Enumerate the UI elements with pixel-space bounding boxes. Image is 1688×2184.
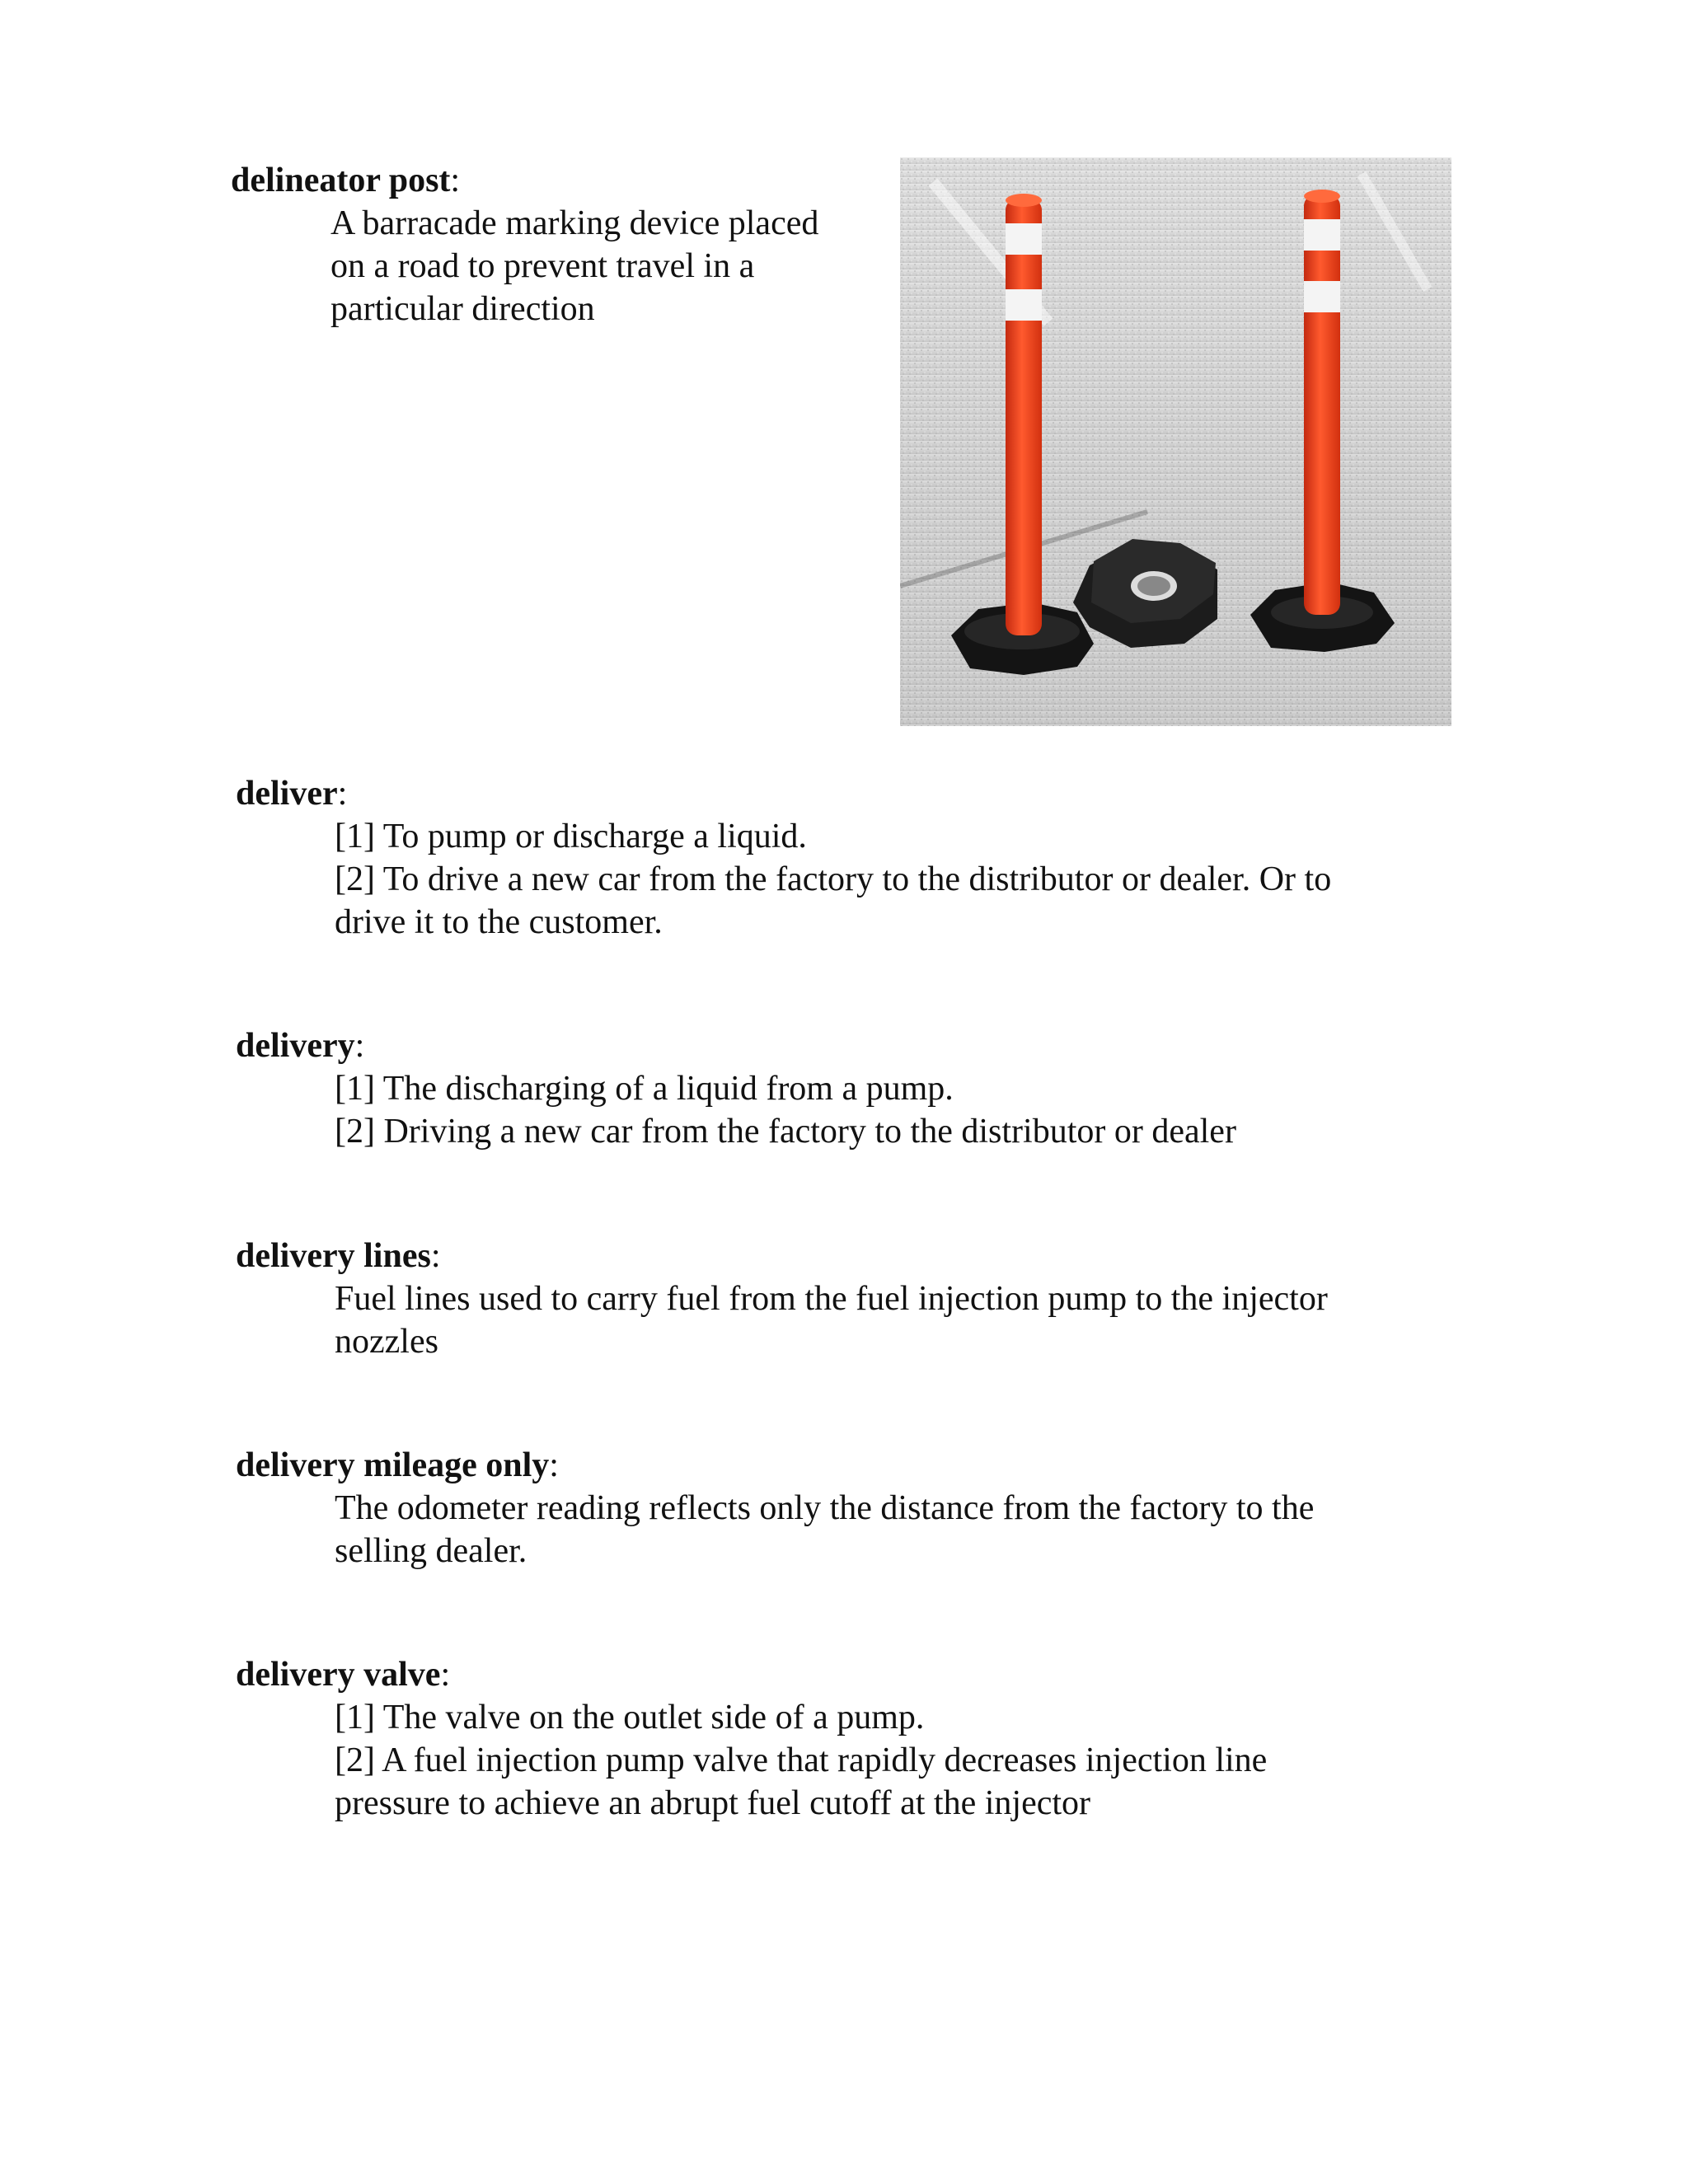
definition-line: nozzles — [335, 1323, 438, 1361]
definition-line: on a road to prevent travel in a — [331, 247, 755, 285]
term-colon: : — [337, 775, 348, 813]
term-colon: : — [430, 1237, 441, 1275]
term-text: delineator post — [231, 162, 451, 199]
definition-line: selling dealer. — [335, 1532, 528, 1570]
entry-definition — [331, 202, 874, 330]
delineator-post-photo — [900, 157, 1451, 726]
entry-term — [231, 159, 460, 202]
entry-term — [236, 1235, 440, 1277]
definition-line: particular direction — [331, 290, 595, 328]
term-colon: : — [450, 162, 461, 199]
term-colon: : — [354, 1027, 365, 1065]
entry-term — [236, 772, 347, 815]
term-text: delivery lines — [236, 1237, 431, 1275]
definition-line: [1] To pump or discharge a liquid. — [335, 818, 807, 855]
entry-definition — [335, 1067, 1236, 1153]
definition-line: Fuel lines used to carry fuel from the fuel injection pump to the injector — [335, 1280, 1328, 1318]
term-text: deliver — [236, 775, 338, 813]
entry-definition — [335, 1277, 1328, 1363]
definition-line: pressure to achieve an abrupt fuel cutoff at the injector — [335, 1784, 1091, 1822]
definition-line: [1] The valve on the outlet side of a pump. — [335, 1699, 925, 1736]
definition-line: [1] The discharging of a liquid from a pump. — [335, 1070, 954, 1108]
entry-definition — [335, 1696, 1267, 1825]
entry-definition — [335, 1487, 1314, 1572]
definition-line: A barracade marking device placed — [331, 204, 819, 242]
entry-term — [236, 1653, 450, 1696]
definition-line: [2] A fuel injection pump valve that rapidly decreases injection line — [335, 1741, 1268, 1779]
definition-line: [2] Driving a new car from the factory to the distributor or dealer — [335, 1113, 1236, 1151]
definition-line: [2] To drive a new car from the factory to the distributor or dealer. Or to — [335, 860, 1332, 898]
term-text: delivery mileage only — [236, 1446, 550, 1484]
entry-term — [236, 1444, 559, 1487]
term-colon: : — [440, 1656, 451, 1694]
entry-term — [236, 1024, 364, 1067]
term-colon: : — [549, 1446, 559, 1484]
term-text: delivery valve — [236, 1656, 441, 1694]
term-text: delivery — [236, 1027, 355, 1065]
definition-line: The odometer reading reflects only the distance from the factory to the — [335, 1489, 1315, 1527]
entry-definition — [335, 815, 1331, 944]
definition-line: drive it to the customer. — [335, 903, 663, 941]
